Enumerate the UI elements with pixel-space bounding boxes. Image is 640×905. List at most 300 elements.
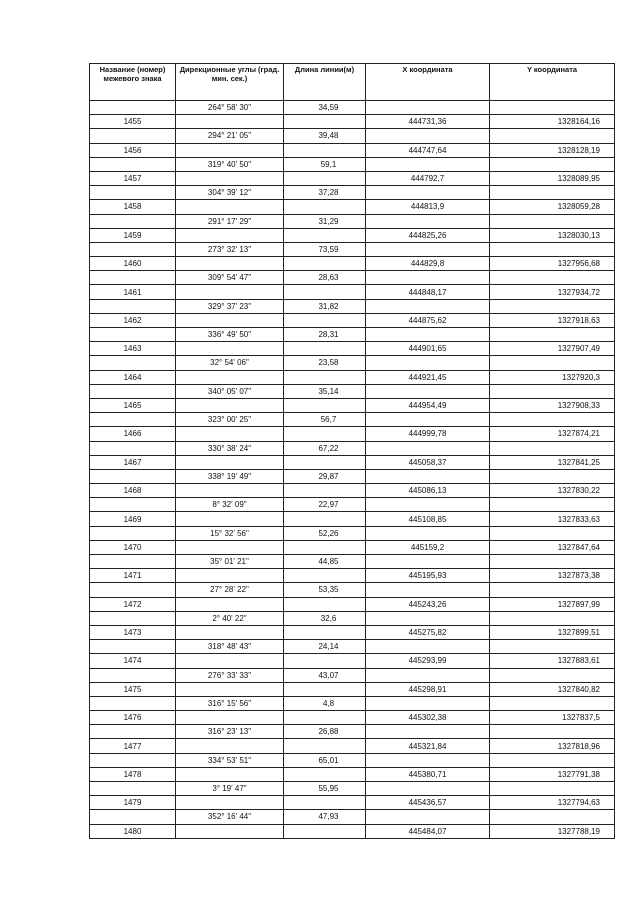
- point-name: 1480: [90, 824, 176, 838]
- empty-cell: [366, 583, 490, 597]
- empty-cell: [284, 569, 366, 583]
- segment-row: [90, 242, 615, 256]
- direction-angle: 291° 17' 29": [176, 214, 284, 228]
- direction-angle: 15° 32' 56": [176, 526, 284, 540]
- empty-cell: [366, 526, 490, 540]
- point-name: 1476: [90, 711, 176, 725]
- line-length: 67,22: [284, 441, 366, 455]
- direction-angle: 3° 19' 47": [176, 782, 284, 796]
- segment-row: [90, 328, 615, 342]
- point-name: 1477: [90, 739, 176, 753]
- header-angle: Дирекционные углы (град. мин. сек.): [176, 64, 284, 101]
- line-length: 32,6: [284, 611, 366, 625]
- y-coordinate: 1327847,64: [490, 540, 615, 554]
- x-coordinate: 445086,13: [366, 484, 490, 498]
- segment-row: [90, 441, 615, 455]
- point-row: [90, 455, 615, 469]
- empty-cell: [366, 611, 490, 625]
- empty-cell: [490, 242, 615, 256]
- x-coordinate: 445159,2: [366, 540, 490, 554]
- y-coordinate: 1327873,38: [490, 569, 615, 583]
- empty-cell: [284, 228, 366, 242]
- boundary-coordinates-table: [89, 63, 615, 839]
- x-coordinate: 445195,93: [366, 569, 490, 583]
- point-name: 1463: [90, 342, 176, 356]
- empty-cell: [90, 356, 176, 370]
- x-coordinate: 444875,62: [366, 313, 490, 327]
- x-coordinate: 445321,84: [366, 739, 490, 753]
- empty-cell: [490, 328, 615, 342]
- point-row: [90, 143, 615, 157]
- x-coordinate: 444731,36: [366, 115, 490, 129]
- y-coordinate: 1327841,25: [490, 455, 615, 469]
- point-name: 1467: [90, 455, 176, 469]
- segment-row: [90, 782, 615, 796]
- y-coordinate: 1327883,61: [490, 654, 615, 668]
- empty-cell: [490, 384, 615, 398]
- empty-cell: [90, 101, 176, 115]
- empty-cell: [490, 640, 615, 654]
- point-row: [90, 228, 615, 242]
- empty-cell: [366, 384, 490, 398]
- line-length: 37,28: [284, 186, 366, 200]
- point-row: [90, 257, 615, 271]
- y-coordinate: 1327897,99: [490, 597, 615, 611]
- empty-cell: [284, 512, 366, 526]
- empty-cell: [366, 129, 490, 143]
- empty-cell: [366, 328, 490, 342]
- point-name: 1468: [90, 484, 176, 498]
- line-length: 22,97: [284, 498, 366, 512]
- x-coordinate: 445302,38: [366, 711, 490, 725]
- empty-cell: [284, 625, 366, 639]
- empty-cell: [176, 313, 284, 327]
- point-row: [90, 115, 615, 129]
- line-length: 59,1: [284, 157, 366, 171]
- empty-cell: [284, 342, 366, 356]
- line-length: 28,31: [284, 328, 366, 342]
- segment-row: [90, 413, 615, 427]
- empty-cell: [490, 441, 615, 455]
- point-row: [90, 682, 615, 696]
- point-name: 1461: [90, 285, 176, 299]
- empty-cell: [490, 413, 615, 427]
- y-coordinate: 1328164,16: [490, 115, 615, 129]
- y-coordinate: 1328128,19: [490, 143, 615, 157]
- segment-row: [90, 668, 615, 682]
- y-coordinate: 1327874,21: [490, 427, 615, 441]
- empty-cell: [366, 668, 490, 682]
- line-length: 53,35: [284, 583, 366, 597]
- point-row: [90, 484, 615, 498]
- segment-row: [90, 555, 615, 569]
- empty-cell: [366, 782, 490, 796]
- point-name: 1469: [90, 512, 176, 526]
- empty-cell: [176, 569, 284, 583]
- table-header-row: [90, 64, 615, 101]
- x-coordinate: 445380,71: [366, 767, 490, 781]
- empty-cell: [90, 668, 176, 682]
- segment-row: [90, 498, 615, 512]
- empty-cell: [366, 413, 490, 427]
- empty-cell: [490, 611, 615, 625]
- x-coordinate: 445243,26: [366, 597, 490, 611]
- empty-cell: [176, 540, 284, 554]
- x-coordinate: 445436,57: [366, 796, 490, 810]
- point-name: 1471: [90, 569, 176, 583]
- y-coordinate: 1327918,63: [490, 313, 615, 327]
- point-row: [90, 767, 615, 781]
- empty-cell: [90, 526, 176, 540]
- empty-cell: [90, 640, 176, 654]
- empty-cell: [366, 356, 490, 370]
- empty-cell: [366, 696, 490, 710]
- point-row: [90, 200, 615, 214]
- header-name: Название (номер) межевого знака: [90, 64, 176, 101]
- line-length: 26,88: [284, 725, 366, 739]
- direction-angle: 352° 16' 44": [176, 810, 284, 824]
- segment-row: [90, 101, 615, 115]
- point-name: 1474: [90, 654, 176, 668]
- empty-cell: [366, 810, 490, 824]
- direction-angle: 323° 00' 25": [176, 413, 284, 427]
- direction-angle: 264° 58' 30": [176, 101, 284, 115]
- line-length: 23,58: [284, 356, 366, 370]
- segment-row: [90, 271, 615, 285]
- empty-cell: [366, 725, 490, 739]
- empty-cell: [366, 469, 490, 483]
- y-coordinate: 1327899,51: [490, 625, 615, 639]
- empty-cell: [490, 526, 615, 540]
- point-row: [90, 625, 615, 639]
- direction-angle: 294° 21' 05": [176, 129, 284, 143]
- empty-cell: [366, 101, 490, 115]
- direction-angle: 304° 39' 12": [176, 186, 284, 200]
- segment-row: [90, 753, 615, 767]
- y-coordinate: 1327818,96: [490, 739, 615, 753]
- header-y: Y координата: [490, 64, 615, 101]
- y-coordinate: 1327956,68: [490, 257, 615, 271]
- empty-cell: [90, 611, 176, 625]
- x-coordinate: 444954,49: [366, 398, 490, 412]
- point-row: [90, 569, 615, 583]
- empty-cell: [490, 583, 615, 597]
- point-row: [90, 824, 615, 838]
- empty-cell: [176, 455, 284, 469]
- direction-angle: 276° 33' 33": [176, 668, 284, 682]
- empty-cell: [490, 356, 615, 370]
- x-coordinate: 445108,85: [366, 512, 490, 526]
- point-name: 1466: [90, 427, 176, 441]
- point-row: [90, 540, 615, 554]
- empty-cell: [490, 753, 615, 767]
- point-row: [90, 512, 615, 526]
- empty-cell: [90, 214, 176, 228]
- y-coordinate: 1327830,22: [490, 484, 615, 498]
- line-length: 29,87: [284, 469, 366, 483]
- x-coordinate: 444999,78: [366, 427, 490, 441]
- empty-cell: [284, 257, 366, 271]
- empty-cell: [284, 143, 366, 157]
- empty-cell: [366, 441, 490, 455]
- point-row: [90, 427, 615, 441]
- x-coordinate: 444901,65: [366, 342, 490, 356]
- x-coordinate: 445275,82: [366, 625, 490, 639]
- point-row: [90, 171, 615, 185]
- point-name: 1478: [90, 767, 176, 781]
- point-name: 1462: [90, 313, 176, 327]
- line-length: 47,93: [284, 810, 366, 824]
- line-length: 31,82: [284, 299, 366, 313]
- line-length: 34,59: [284, 101, 366, 115]
- empty-cell: [366, 242, 490, 256]
- empty-cell: [490, 555, 615, 569]
- line-length: 73,59: [284, 242, 366, 256]
- empty-cell: [90, 186, 176, 200]
- line-length: 65,01: [284, 753, 366, 767]
- direction-angle: 319° 40' 50": [176, 157, 284, 171]
- segment-row: [90, 186, 615, 200]
- empty-cell: [284, 285, 366, 299]
- empty-cell: [284, 171, 366, 185]
- empty-cell: [284, 682, 366, 696]
- empty-cell: [90, 753, 176, 767]
- empty-cell: [90, 242, 176, 256]
- direction-angle: 8° 32' 09": [176, 498, 284, 512]
- empty-cell: [176, 200, 284, 214]
- point-row: [90, 398, 615, 412]
- empty-cell: [176, 143, 284, 157]
- empty-cell: [284, 767, 366, 781]
- empty-cell: [176, 654, 284, 668]
- empty-cell: [90, 696, 176, 710]
- empty-cell: [366, 157, 490, 171]
- empty-cell: [176, 625, 284, 639]
- empty-cell: [90, 413, 176, 427]
- empty-cell: [284, 796, 366, 810]
- header-length: Длина линии(м): [284, 64, 366, 101]
- empty-cell: [284, 398, 366, 412]
- empty-cell: [490, 469, 615, 483]
- point-name: 1457: [90, 171, 176, 185]
- empty-cell: [284, 711, 366, 725]
- empty-cell: [284, 597, 366, 611]
- point-name: 1470: [90, 540, 176, 554]
- point-name: 1460: [90, 257, 176, 271]
- point-row: [90, 342, 615, 356]
- segment-row: [90, 725, 615, 739]
- y-coordinate: 1327794,63: [490, 796, 615, 810]
- line-length: 28,63: [284, 271, 366, 285]
- y-coordinate: 1327934,72: [490, 285, 615, 299]
- empty-cell: [284, 654, 366, 668]
- segment-row: [90, 810, 615, 824]
- x-coordinate: 445484,07: [366, 824, 490, 838]
- empty-cell: [176, 739, 284, 753]
- point-name: 1464: [90, 370, 176, 384]
- y-coordinate: 1327791,38: [490, 767, 615, 781]
- line-length: 52,26: [284, 526, 366, 540]
- point-name: 1472: [90, 597, 176, 611]
- point-row: [90, 370, 615, 384]
- empty-cell: [284, 313, 366, 327]
- line-length: 31,29: [284, 214, 366, 228]
- empty-cell: [490, 101, 615, 115]
- empty-cell: [90, 469, 176, 483]
- point-row: [90, 597, 615, 611]
- line-length: 39,48: [284, 129, 366, 143]
- point-row: [90, 313, 615, 327]
- direction-angle: 273° 32' 13": [176, 242, 284, 256]
- line-length: 35,14: [284, 384, 366, 398]
- x-coordinate: 444848,17: [366, 285, 490, 299]
- point-name: 1455: [90, 115, 176, 129]
- point-row: [90, 654, 615, 668]
- y-coordinate: 1328030,13: [490, 228, 615, 242]
- segment-row: [90, 299, 615, 313]
- x-coordinate: 445293,99: [366, 654, 490, 668]
- empty-cell: [490, 498, 615, 512]
- empty-cell: [176, 767, 284, 781]
- direction-angle: 329° 37' 23": [176, 299, 284, 313]
- line-length: 24,14: [284, 640, 366, 654]
- point-row: [90, 285, 615, 299]
- segment-row: [90, 384, 615, 398]
- empty-cell: [90, 299, 176, 313]
- segment-row: [90, 129, 615, 143]
- point-name: 1458: [90, 200, 176, 214]
- x-coordinate: 444829,8: [366, 257, 490, 271]
- y-coordinate: 1327837,5: [490, 711, 615, 725]
- y-coordinate: 1327920,3: [490, 370, 615, 384]
- empty-cell: [284, 115, 366, 129]
- x-coordinate: 445298,91: [366, 682, 490, 696]
- empty-cell: [90, 583, 176, 597]
- empty-cell: [490, 725, 615, 739]
- empty-cell: [90, 810, 176, 824]
- direction-angle: 27° 28' 22": [176, 583, 284, 597]
- direction-angle: 318° 48' 43": [176, 640, 284, 654]
- empty-cell: [176, 427, 284, 441]
- segment-row: [90, 356, 615, 370]
- direction-angle: 2° 40' 22": [176, 611, 284, 625]
- line-length: 56,7: [284, 413, 366, 427]
- empty-cell: [176, 285, 284, 299]
- y-coordinate: 1328059,28: [490, 200, 615, 214]
- point-name: 1473: [90, 625, 176, 639]
- y-coordinate: 1327907,49: [490, 342, 615, 356]
- empty-cell: [176, 597, 284, 611]
- empty-cell: [490, 214, 615, 228]
- empty-cell: [366, 186, 490, 200]
- empty-cell: [284, 540, 366, 554]
- direction-angle: 309° 54' 47": [176, 271, 284, 285]
- segment-row: [90, 469, 615, 483]
- empty-cell: [366, 753, 490, 767]
- empty-cell: [490, 810, 615, 824]
- empty-cell: [176, 171, 284, 185]
- empty-cell: [90, 271, 176, 285]
- empty-cell: [284, 455, 366, 469]
- y-coordinate: 1327833,63: [490, 512, 615, 526]
- x-coordinate: 444813,9: [366, 200, 490, 214]
- empty-cell: [176, 398, 284, 412]
- x-coordinate: 444921,45: [366, 370, 490, 384]
- empty-cell: [90, 782, 176, 796]
- point-name: 1479: [90, 796, 176, 810]
- direction-angle: 316° 23' 13": [176, 725, 284, 739]
- empty-cell: [90, 328, 176, 342]
- direction-angle: 338° 19' 49": [176, 469, 284, 483]
- empty-cell: [490, 157, 615, 171]
- empty-cell: [176, 682, 284, 696]
- empty-cell: [176, 370, 284, 384]
- empty-cell: [490, 782, 615, 796]
- segment-row: [90, 526, 615, 540]
- segment-row: [90, 696, 615, 710]
- segment-row: [90, 640, 615, 654]
- empty-cell: [90, 129, 176, 143]
- empty-cell: [90, 555, 176, 569]
- x-coordinate: 444825,26: [366, 228, 490, 242]
- empty-cell: [490, 186, 615, 200]
- point-name: 1465: [90, 398, 176, 412]
- x-coordinate: 444747,64: [366, 143, 490, 157]
- line-length: 55,95: [284, 782, 366, 796]
- empty-cell: [176, 512, 284, 526]
- direction-angle: 340° 05' 07": [176, 384, 284, 398]
- x-coordinate: 444792,7: [366, 171, 490, 185]
- point-row: [90, 711, 615, 725]
- point-row: [90, 796, 615, 810]
- empty-cell: [90, 441, 176, 455]
- empty-cell: [366, 640, 490, 654]
- header-x: Х координата: [366, 64, 490, 101]
- empty-cell: [490, 299, 615, 313]
- direction-angle: 316° 15' 56": [176, 696, 284, 710]
- empty-cell: [490, 668, 615, 682]
- empty-cell: [90, 384, 176, 398]
- empty-cell: [176, 824, 284, 838]
- empty-cell: [176, 711, 284, 725]
- y-coordinate: 1327788,19: [490, 824, 615, 838]
- direction-angle: 35° 01' 21": [176, 555, 284, 569]
- empty-cell: [366, 498, 490, 512]
- segment-row: [90, 214, 615, 228]
- empty-cell: [90, 498, 176, 512]
- empty-cell: [176, 484, 284, 498]
- empty-cell: [176, 796, 284, 810]
- point-name: 1475: [90, 682, 176, 696]
- segment-row: [90, 157, 615, 171]
- empty-cell: [490, 271, 615, 285]
- direction-angle: 330° 38' 24": [176, 441, 284, 455]
- empty-cell: [284, 484, 366, 498]
- empty-cell: [90, 725, 176, 739]
- empty-cell: [284, 824, 366, 838]
- point-name: 1456: [90, 143, 176, 157]
- empty-cell: [284, 200, 366, 214]
- empty-cell: [90, 157, 176, 171]
- empty-cell: [176, 228, 284, 242]
- empty-cell: [284, 739, 366, 753]
- point-name: 1459: [90, 228, 176, 242]
- empty-cell: [176, 342, 284, 356]
- y-coordinate: 1327908,33: [490, 398, 615, 412]
- x-coordinate: 445058,37: [366, 455, 490, 469]
- line-length: 44,85: [284, 555, 366, 569]
- y-coordinate: 1327840,82: [490, 682, 615, 696]
